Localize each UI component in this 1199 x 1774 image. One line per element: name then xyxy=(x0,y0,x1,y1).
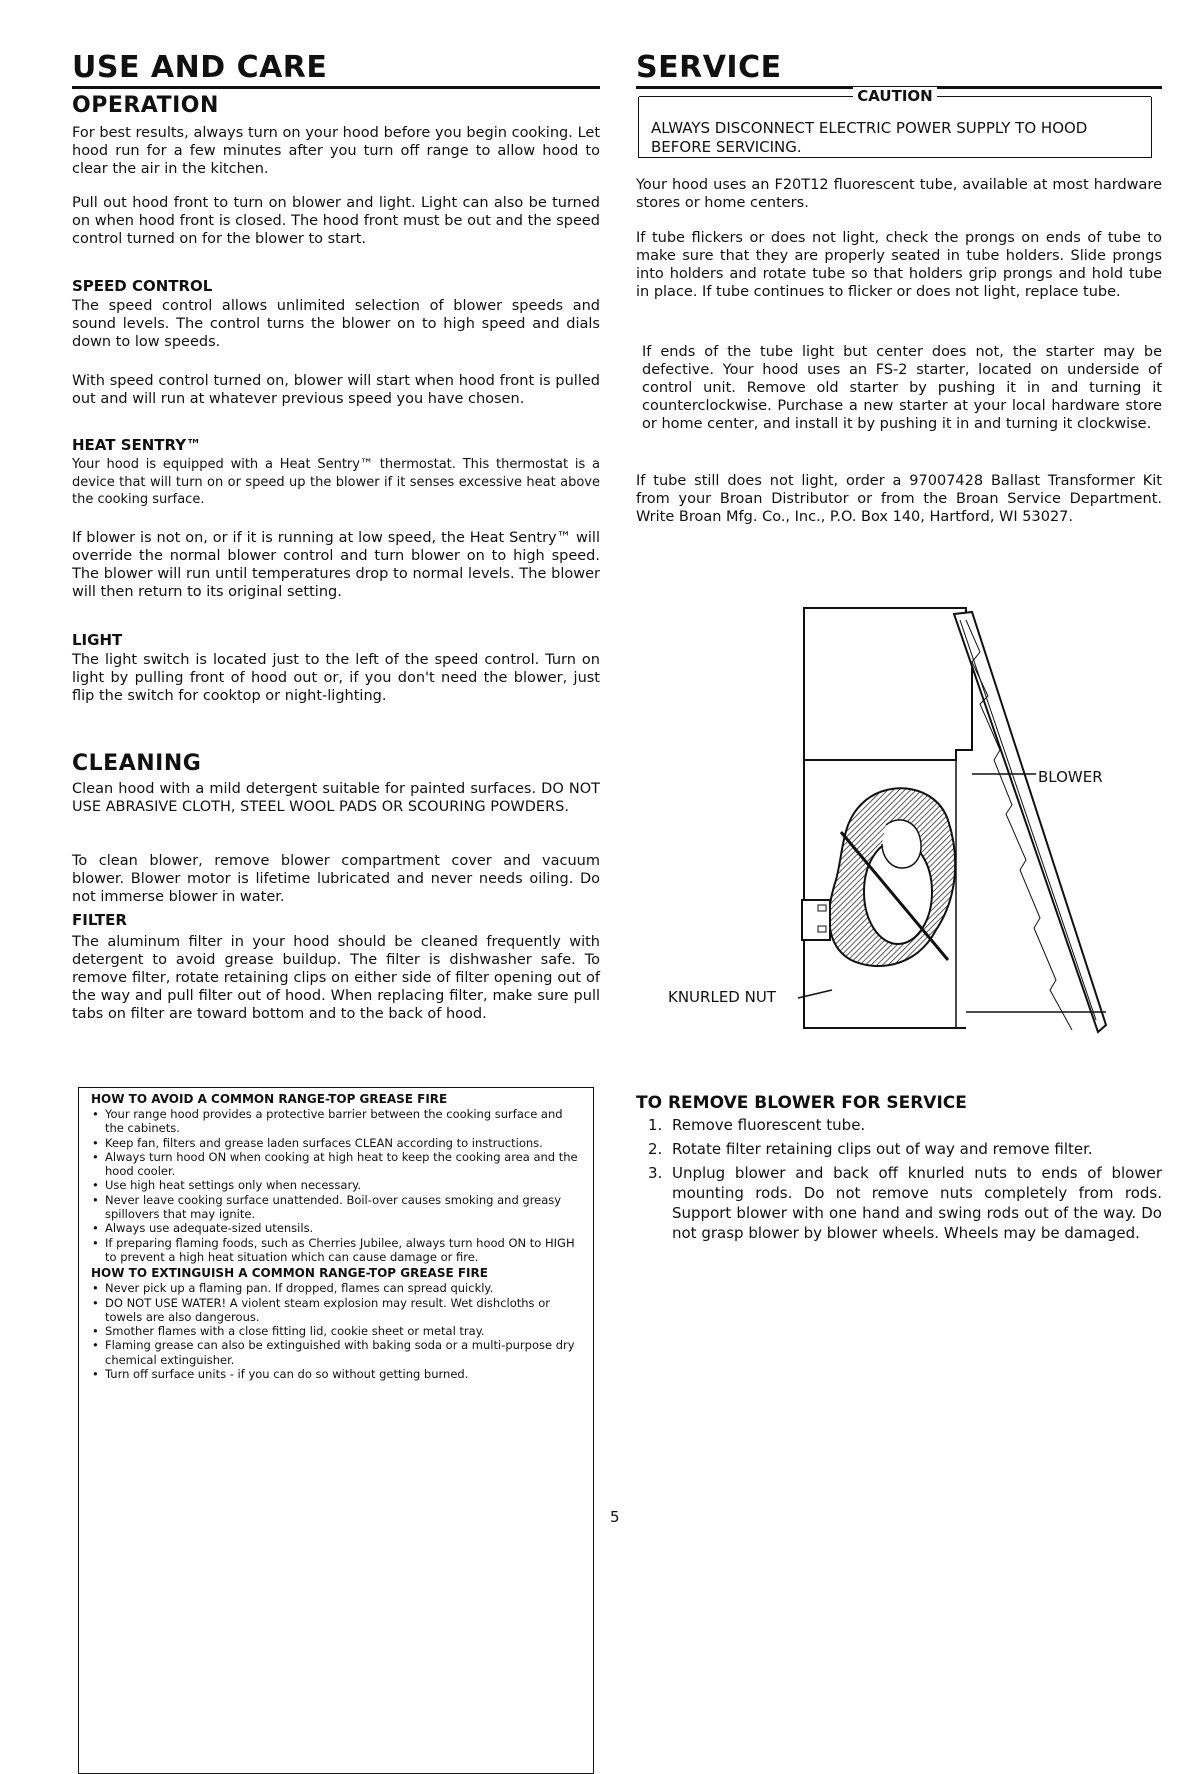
speed-control-paragraph: The speed control allows unlimited selection of blower speeds and sound levels. The control turns the blower on to high speed and dials down to low speeds. xyxy=(72,298,600,350)
caution-text: ALWAYS DISCONNECT ELECTRIC POWER SUPPLY TO HOOD BEFORE SERVICING. xyxy=(651,119,1088,156)
service-paragraph-1: Your hood uses an F20T12 fluorescent tube, available at most hardware stores or home centers. xyxy=(636,177,1162,211)
step-number: 3. xyxy=(648,1164,663,1182)
filter-paragraph: The aluminum filter in your hood should be cleaned frequently with detergent to avoid grease buildup. The filter is dishwasher safe. To remove filter, rotate retaining clips on either side of filter opening out of the way and pull filter out of hood. When replacing filter, make sure pull tabs on filter are toward bottom and to the back of hood. xyxy=(72,934,600,1022)
remove-blower-heading: TO REMOVE BLOWER FOR SERVICE xyxy=(636,1093,967,1113)
blower-diagram xyxy=(636,600,1162,1040)
list-item: • Always turn hood ON when cooking at high heat to keep the cooking area and the hood cooler. xyxy=(91,1150,583,1179)
caution-box xyxy=(638,87,1152,158)
list-item: • If preparing flaming foods, such as Cherries Jubilee, always turn hood ON to HIGH to prevent a high heat situation which can cause damage or fire. xyxy=(91,1236,583,1265)
step-item xyxy=(636,1139,1162,1159)
step-text: Rotate filter retaining clips out of way and remove filter. xyxy=(672,1140,1093,1158)
blower-label: BLOWER xyxy=(1038,768,1103,786)
heat-sentry-paragraph: Your hood is equipped with a Heat Sentry™ thermostat. This thermostat is a device that will turn on or speed up the blower if it senses excessive heat above the cooking surface. xyxy=(72,457,600,507)
list-item: • Always use adequate-sized utensils. xyxy=(91,1221,583,1235)
step-number: 1. xyxy=(648,1116,663,1134)
list-item: • Keep fan, filters and grease laden surfaces CLEAN according to instructions. xyxy=(91,1136,583,1150)
light-heading: LIGHT xyxy=(72,631,123,649)
service-paragraph-3: If ends of the tube light but center does not, the starter may be defective. Your hood uses an FS-2 starter, located on underside of control unit. Remove old starter by pushing it in and turning it counterclockwise. Purchase a new starter at your local hardware store or home center, and install it by pushing it in and turning it clockwise. xyxy=(642,344,1162,432)
page-number: 5 xyxy=(610,1508,620,1526)
list-item: • Never pick up a flaming pan. If dropped, flames can spread quickly. xyxy=(91,1281,583,1295)
cleaning-paragraph-1: Clean hood with a mild detergent suitable for painted surfaces. DO NOT USE ABRASIVE CLOTH, STEEL WOOL PADS OR SCOURING POWDERS. xyxy=(72,781,600,815)
list-item: • Smother flames with a close fitting lid, cookie sheet or metal tray. xyxy=(91,1324,583,1338)
extinguish-fire-title: HOW TO EXTINGUISH A COMMON RANGE-TOP GREASE FIRE xyxy=(91,1266,488,1281)
speed-control-paragraph-2: With speed control turned on, blower will start when hood front is pulled out and will run at whatever previous speed you have chosen. xyxy=(72,373,600,407)
step-item xyxy=(636,1115,1162,1135)
blower-diagram-drawing xyxy=(636,600,1162,1040)
light-paragraph: The light switch is located just to the left of the speed control. Turn on light by pulling front of hood out or, if you don't need the blower, just flip the switch for cooktop or night-lighting. xyxy=(72,652,600,704)
service-paragraph-2: If tube flickers or does not light, check the prongs on ends of tube to make sure that they are properly seated in tube holders. Slide prongs into holders and rotate tube so that holders grip prongs and hold tube in place. If tube continues to flicker or does not light, replace tube. xyxy=(636,230,1162,300)
list-item: • Turn off surface units - if you can do so without getting burned. xyxy=(91,1367,583,1381)
list-item: • Your range hood provides a protective barrier between the cooking surface and the cabinets. xyxy=(91,1107,583,1136)
operation-paragraph-2: Pull out hood front to turn on blower and light. Light can also be turned on when hood front is closed. The hood front must be out and the speed control turned on for the blower to start. xyxy=(72,195,600,247)
service-paragraph-4: If tube still does not light, order a 97007428 Ballast Transformer Kit from your Broan Distributor or from the Broan Service Department. Write Broan Mfg. Co., Inc., P.O. Box 140, Hartford, WI 53027. xyxy=(636,473,1162,525)
step-number: 2. xyxy=(648,1140,663,1158)
heat-sentry-heading: HEAT SENTRY™ xyxy=(72,436,202,454)
extinguish-fire-list xyxy=(91,1281,583,1381)
step-item xyxy=(636,1163,1162,1243)
knurled-nut-label: KNURLED NUT xyxy=(668,988,776,1006)
speed-control-heading: SPEED CONTROL xyxy=(72,277,213,295)
use-and-care-header: USE AND CARE xyxy=(72,52,600,89)
cleaning-paragraph-2: To clean blower, remove blower compartment cover and vacuum blower. Blower motor is lifetime lubricated and never needs oiling. Do not immerse blower in water. xyxy=(72,853,600,905)
remove-blower-steps xyxy=(636,1115,1162,1247)
caution-title xyxy=(639,88,1151,104)
heat-sentry-paragraph-2: If blower is not on, or if it is running at low speed, the Heat Sentry™ will override the normal blower control and turn blower on to high speed. The blower will run until temperatures drop to normal levels. The blower will then return to its original setting. xyxy=(72,530,600,600)
grease-fire-box xyxy=(78,1087,594,1774)
cleaning-heading: CLEANING xyxy=(72,751,202,776)
avoid-fire-list xyxy=(91,1107,583,1264)
list-item: • DO NOT USE WATER! A violent steam explosion may result. Wet dishcloths or towels are also dangerous. xyxy=(91,1296,583,1325)
list-item: • Use high heat settings only when necessary. xyxy=(91,1178,583,1192)
list-item: • Flaming grease can also be extinguished with baking soda or a multi-purpose dry chemical extinguisher. xyxy=(91,1338,583,1367)
service-header: SERVICE xyxy=(636,52,1162,89)
operation-paragraph-1: For best results, always turn on your hood before you begin cooking. Let hood run for a few minutes after you turn off range to allow hood to clear the air in the kitchen. xyxy=(72,125,600,177)
filter-heading: FILTER xyxy=(72,911,127,929)
avoid-fire-title: HOW TO AVOID A COMMON RANGE-TOP GREASE FIRE xyxy=(91,1092,448,1106)
operation-heading: OPERATION xyxy=(72,93,219,118)
step-text: Unplug blower and back off knurled nuts to ends of blower mounting rods. Do not remove nuts completely from rods. Support blower with one hand and swing rods out of the way. Do not grasp blower by blower wheels. Wheels may be damaged. xyxy=(672,1164,1162,1242)
caution-title-text: CAUTION xyxy=(853,87,936,105)
step-text: Remove fluorescent tube. xyxy=(672,1116,866,1134)
list-item: • Never leave cooking surface unattended. Boil-over causes smoking and greasy spillovers that may ignite. xyxy=(91,1193,583,1222)
